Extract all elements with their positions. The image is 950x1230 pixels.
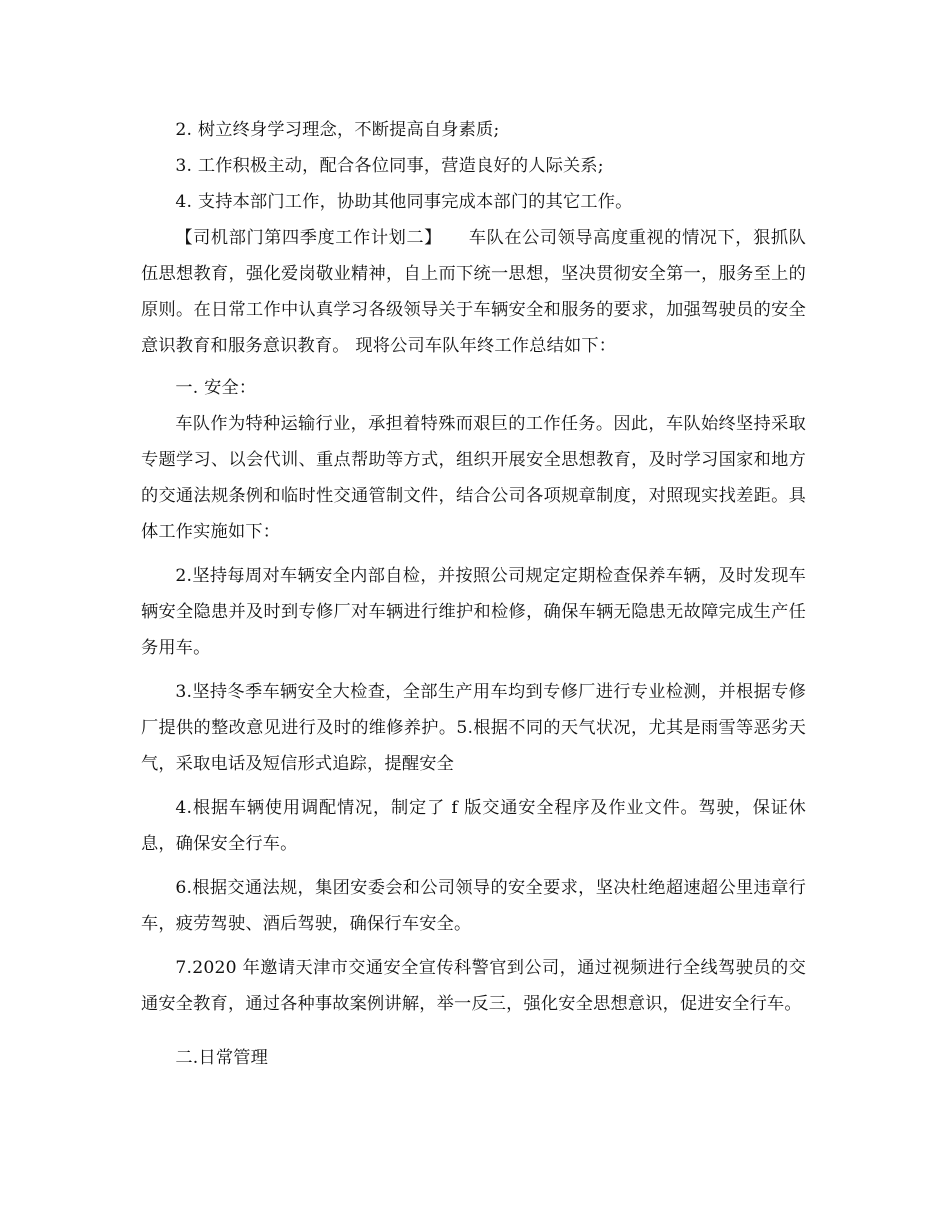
safety-item-7: 7.2020 年邀请天津市交通安全宣传科警官到公司，通过视频进行全线驾驶员的交通安全教育，通过各种事故案例讲解，举一反三，强化安全思想意识，促进安全行车。	[141, 958, 806, 1014]
safety-item-4: 4.根据车辆使用调配情况，制定了 f 版交通安全程序及作业文件。驾驶，保证休息，确保安全行车。	[141, 798, 806, 854]
heading-daily-management: 二.日常管理	[175, 1048, 268, 1068]
list-item-2: 2. 树立终身学习理念，不断提高自身素质;	[175, 120, 500, 140]
heading-safety: 一. 安全：	[175, 378, 257, 398]
list-item-4: 4. 支持本部门工作，协助其他同事完成本部门的其它工作。	[175, 192, 633, 212]
safety-intro-paragraph: 车队作为特种运输行业，承担着特殊而艰巨的工作任务。因此，车队始终坚持采取专题学习、以会代训、重点帮助等方式，组织开展安全思想教育，及时学习国家和地方的交通法规条例和临时性交通管制文件，结合公司各项规章制度，对照现实找差距。具体工作实施如下：	[141, 414, 806, 542]
safety-item-3: 3.坚持冬季车辆安全大检查，全部生产用车均到专修厂进行专业检测，并根据专修厂提供的整改意见进行及时的维修养护。5.根据不同的天气状况，尤其是雨雪等恶劣天气，采取电话及短信形式追踪，提醒安全	[141, 682, 806, 774]
safety-item-6: 6.根据交通法规，集团安委会和公司领导的安全要求，坚决杜绝超速超公里违章行车，疲劳驾驶、酒后驾驶，确保行车安全。	[141, 878, 806, 934]
document-body	[141, 112, 806, 1076]
safety-item-2: 2.坚持每周对车辆安全内部自检，并按照公司规定定期检查保养车辆，及时发现车辆安全隐患并及时到专修厂对车辆进行维护和检修，确保车辆无隐患无故障完成生产任务用车。	[141, 566, 806, 658]
list-item-3: 3. 工作积极主动，配合各位同事，营造良好的人际关系;	[175, 156, 604, 176]
section-plan-two-paragraph: 【司机部门第四季度工作计划二】 车队在公司领导高度重视的情况下，狠抓队伍思想教育，强化爱岗敬业精神，自上而下统一思想，坚决贯彻安全第一，服务至上的原则。在日常工作中认真学习各级领导关于车辆安全和服务的要求，加强驾驶员的安全意识教育和服务意识教育。 现将公司车队年终工作总结如下：	[141, 228, 806, 356]
